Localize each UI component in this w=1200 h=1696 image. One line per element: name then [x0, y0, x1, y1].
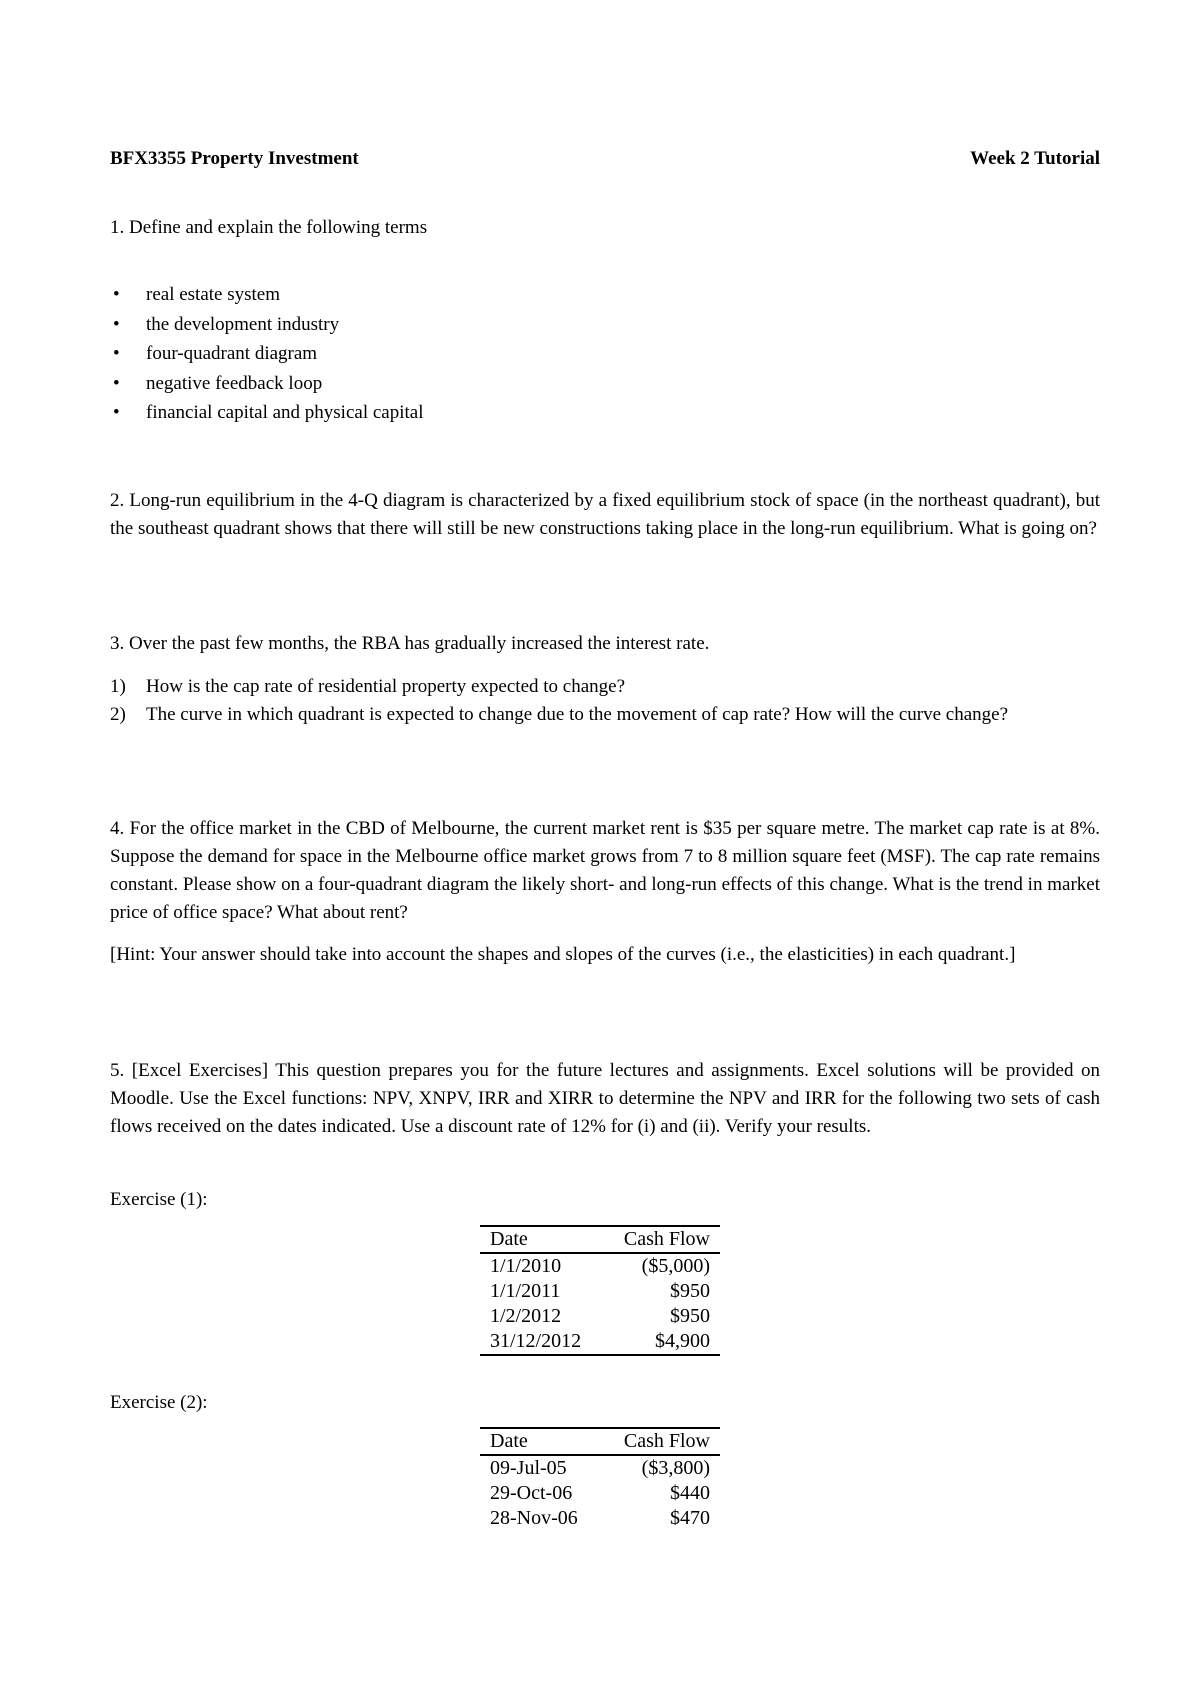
exercise-2-table: [480, 1427, 720, 1531]
week-title: Week 2 Tutorial: [970, 148, 1100, 169]
bullet-icon: •: [113, 343, 120, 364]
question-2: [110, 487, 1100, 543]
column-header-date: Date: [480, 1226, 600, 1253]
question-3: [110, 630, 1100, 658]
column-header-cash-flow: Cash Flow: [600, 1428, 720, 1455]
page-header: [110, 145, 1100, 175]
bullet-icon: •: [113, 402, 120, 423]
list-item: 2) The curve in which quadrant is expected to change due to the movement of cap rate? How will the curve change?: [110, 704, 1009, 725]
question-1: [110, 214, 1100, 242]
table-row: 1/1/2010 ($5,000): [490, 1255, 710, 1277]
course-title: BFX3355 Property Investment: [110, 148, 359, 169]
exercise-1-table: [480, 1225, 720, 1356]
table-row: 29-Oct-06 $440: [490, 1482, 710, 1504]
exercise-1-label: Exercise (1):: [110, 1189, 208, 1210]
question-3-text: 3. Over the past few months, the RBA has gradually increased the interest rate.: [110, 633, 710, 654]
question-1-bullet-list: [110, 280, 424, 428]
bullet-icon: •: [113, 372, 120, 394]
bullet-icon: •: [113, 313, 120, 335]
exercise-2-label: Exercise (2):: [110, 1392, 208, 1413]
column-header-date: Date: [480, 1428, 600, 1455]
question-5: [110, 1057, 1100, 1141]
list-item: • four-quadrant diagram: [110, 339, 424, 369]
list-item: • the development industry: [110, 310, 424, 340]
list-item: • financial capital and physical capital: [110, 398, 424, 428]
document-page: [110, 0, 1100, 1696]
question-5-text: 5. [Excel Exercises] This question prepares you for the future lectures and assignments. Excel solutions will be provided on Moodle. Use the Excel functions: NPV, XNPV, IRR and XIRR to determine the NPV and IRR for the following two sets of cash flows received on the dates indicated. Use a discount rate of 12% for (i) and (ii). Verify your results.: [110, 1060, 1100, 1137]
bullet-icon: •: [113, 284, 120, 305]
table-row: 28-Nov-06 $470: [490, 1507, 710, 1529]
question-2-text: 2. Long-run equilibrium in the 4-Q diagram is characterized by a fixed equilibrium stock of space (in the northeast quadrant), but the southeast quadrant shows that there will still be new constructions taking place in the long-run equilibrium. What is going on?: [110, 490, 1100, 539]
question-4-text: 4. For the office market in the CBD of Melbourne, the current market rent is $35 per square metre. The market cap rate is at 8%. Suppose the demand for space in the Melbourne office market grows from 7 to 8 million square feet (MSF). The cap rate remains constant. Please show on a four-quadrant diagram the likely short- and long-run effects of this change. What is the trend in market price of office space? What about rent?: [110, 818, 1100, 923]
table-row: 31/12/2012 $4,900: [480, 1329, 720, 1355]
table-row: 1/2/2012 $950: [490, 1305, 710, 1327]
list-item: • real estate system: [110, 280, 424, 310]
table-row: 09-Jul-05 ($3,800): [490, 1457, 710, 1479]
question-1-text: 1. Define and explain the following terms: [110, 217, 428, 238]
list-item: • negative feedback loop: [110, 369, 424, 399]
question-3-sub-list: [110, 673, 1100, 729]
table-row: 1/1/2011 $950: [490, 1280, 710, 1302]
question-4: [110, 815, 1100, 969]
list-item: 1) How is the cap rate of residential property expected to change?: [110, 676, 626, 697]
column-header-cash-flow: Cash Flow: [600, 1226, 720, 1253]
question-4-hint: [Hint: Your answer should take into account the shapes and slopes of the curves (i.e., the elasticities) in each quadrant.]: [110, 944, 1016, 965]
